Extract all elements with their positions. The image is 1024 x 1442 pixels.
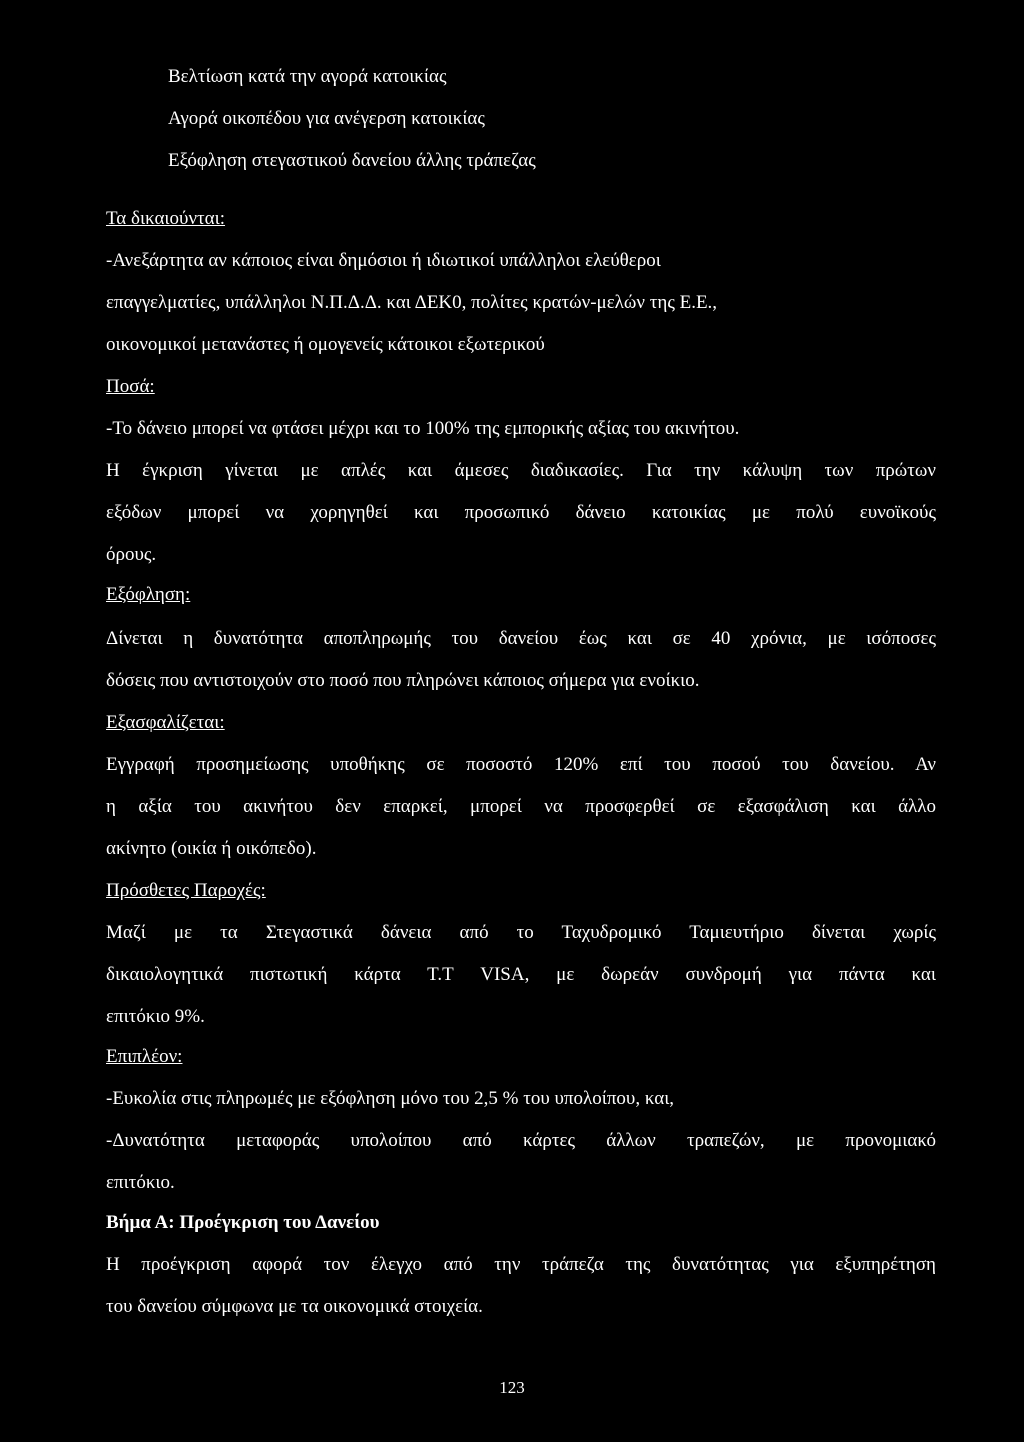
paragraph-line: επιτόκιο. xyxy=(106,1172,175,1193)
paragraph-line: επιτόκιο 9%. xyxy=(106,1006,205,1027)
paragraph-line: Μαζί με τα Στεγαστικά δάνεια από το Ταχυδρομικό Ταμιευτήριο δίνεται χωρίς xyxy=(106,922,936,943)
heading-secured: Εξασφαλίζεται: xyxy=(106,712,225,733)
paragraph-line: εξόδων μπορεί να χορηγηθεί και προσωπικό δάνειο κατοικίας με πολύ ευνοϊκούς xyxy=(106,502,936,523)
paragraph-line: Η έγκριση γίνεται με απλές και άμεσες διαδικασίες. Για την κάλυψη των πρώτων xyxy=(106,460,936,481)
heading-repayment: Εξόφληση: xyxy=(106,584,191,605)
page-number: 123 xyxy=(499,1378,525,1397)
list-item-improvement: Βελτίωση κατά την αγορά κατοικίας xyxy=(168,66,447,87)
list-item-land-purchase: Αγορά οικοπέδου για ανέγερση κατοικίας xyxy=(168,108,485,129)
paragraph-line: επαγγελματίες, υπάλληλοι Ν.Π.Δ.Δ. και ΔΕΚ0, πολίτες κρατών-μελών της Ε.Ε., xyxy=(106,292,718,313)
heading-step-a: Βήμα Α: Προέγκριση του Δανείου xyxy=(106,1212,380,1233)
paragraph-line: Η προέγκριση αφορά τον έλεγχο από την τράπεζα της δυνατότητας για εξυπηρέτηση xyxy=(106,1254,936,1275)
list-item-loan-payoff: Εξόφληση στεγαστικού δανείου άλλης τράπεζας xyxy=(168,150,536,171)
paragraph-line: δικαιολογητικά πιστωτική κάρτα Τ.Τ VISA, με δωρεάν συνδρομή για πάντα και xyxy=(106,964,936,985)
paragraph-line: η αξία του ακινήτου δεν επαρκεί, μπορεί να προσφερθεί σε εξασφάλιση και άλλο xyxy=(106,796,936,817)
heading-amounts: Ποσά: xyxy=(106,376,155,397)
paragraph-line: -Δυνατότητα μεταφοράς υπολοίπου από κάρτες άλλων τραπεζών, με προνομιακό xyxy=(106,1130,936,1151)
paragraph-line: οικονομικοί μετανάστες ή ομογενείς κάτοικοι εξωτερικού xyxy=(106,334,545,355)
heading-additionally: Επιπλέον: xyxy=(106,1046,183,1067)
paragraph-line: όρους. xyxy=(106,544,157,565)
heading-eligible: Τα δικαιούνται: xyxy=(106,208,226,229)
paragraph-line: του δανείου σύμφωνα με τα οικονομικά στοιχεία. xyxy=(106,1296,483,1317)
paragraph-line: ακίνητο (οικία ή οικόπεδο). xyxy=(106,838,317,859)
paragraph-line: Δίνεται η δυνατότητα αποπληρωμής του δανείου έως και σε 40 χρόνια, με ισόποσες xyxy=(106,628,936,649)
heading-extra-benefits: Πρόσθετες Παροχές: xyxy=(106,880,266,901)
paragraph-line: -Ευκολία στις πληρωμές με εξόφληση μόνο του 2,5 % του υπολοίπου, και, xyxy=(106,1088,675,1109)
paragraph-line: -Το δάνειο μπορεί να φτάσει μέχρι και το 100% της εμπορικής αξίας του ακινήτου. xyxy=(106,418,740,439)
paragraph-line: δόσεις που αντιστοιχούν στο ποσό που πληρώνει κάποιος σήμερα για ενοίκιο. xyxy=(106,670,700,691)
paragraph-line: Εγγραφή προσημείωσης υποθήκης σε ποσοστό 120% επί του ποσού του δανείου. Αν xyxy=(106,754,936,775)
paragraph-line: -Ανεξάρτητα αν κάποιος είναι δημόσιοι ή ιδιωτικοί υπάλληλοι ελεύθεροι xyxy=(106,250,661,271)
